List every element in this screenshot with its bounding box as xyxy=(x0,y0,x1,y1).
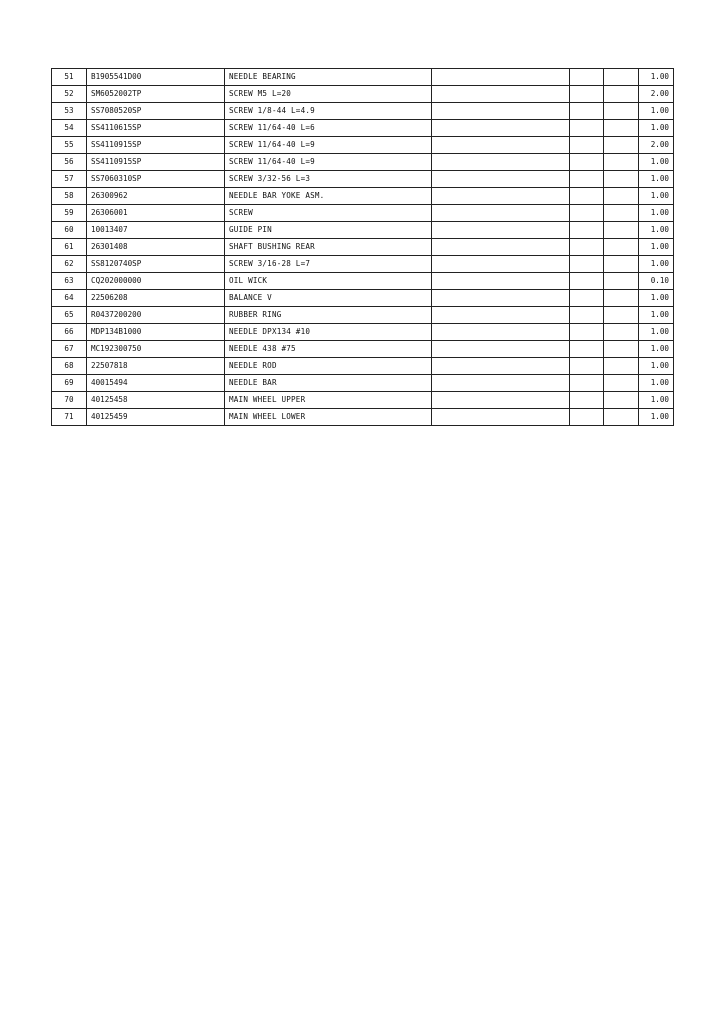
part-description: NEEDLE BAR xyxy=(225,375,432,392)
part-quantity: 1.00 xyxy=(639,120,674,137)
table-row xyxy=(52,290,674,307)
part-quantity: 1.00 xyxy=(639,256,674,273)
empty-cell xyxy=(570,188,604,205)
item-number: 60 xyxy=(52,222,87,239)
table-row xyxy=(52,239,674,256)
part-quantity: 1.00 xyxy=(639,188,674,205)
table-row xyxy=(52,205,674,222)
part-code: CQ202000000 xyxy=(87,273,225,290)
empty-cell xyxy=(570,256,604,273)
empty-cell xyxy=(604,273,639,290)
table-row xyxy=(52,409,674,426)
empty-cell xyxy=(432,171,570,188)
empty-cell xyxy=(570,358,604,375)
empty-cell xyxy=(604,205,639,222)
empty-cell xyxy=(604,392,639,409)
empty-cell xyxy=(604,103,639,120)
empty-cell xyxy=(432,239,570,256)
part-quantity: 1.00 xyxy=(639,290,674,307)
empty-cell xyxy=(604,154,639,171)
part-code: MC192300750 xyxy=(87,341,225,358)
empty-cell xyxy=(604,188,639,205)
empty-cell xyxy=(570,290,604,307)
part-description: SCREW 1/8-44 L=4.9 xyxy=(225,103,432,120)
part-description: SCREW xyxy=(225,205,432,222)
empty-cell xyxy=(604,171,639,188)
empty-cell xyxy=(604,137,639,154)
table-row xyxy=(52,273,674,290)
item-number: 52 xyxy=(52,86,87,103)
table-row xyxy=(52,137,674,154)
empty-cell xyxy=(604,290,639,307)
part-description: OIL WICK xyxy=(225,273,432,290)
empty-cell xyxy=(432,392,570,409)
part-code: SS4110615SP xyxy=(87,120,225,137)
item-number: 68 xyxy=(52,358,87,375)
empty-cell xyxy=(432,375,570,392)
empty-cell xyxy=(570,120,604,137)
part-code: SS7060310SP xyxy=(87,171,225,188)
part-code: 22506208 xyxy=(87,290,225,307)
empty-cell xyxy=(604,358,639,375)
item-number: 69 xyxy=(52,375,87,392)
empty-cell xyxy=(570,103,604,120)
part-quantity: 1.00 xyxy=(639,409,674,426)
part-description: SCREW 3/32-56 L=3 xyxy=(225,171,432,188)
empty-cell xyxy=(570,409,604,426)
item-number: 70 xyxy=(52,392,87,409)
part-description: NEEDLE 438 #75 xyxy=(225,341,432,358)
part-quantity: 1.00 xyxy=(639,69,674,86)
empty-cell xyxy=(432,324,570,341)
part-code: 26301408 xyxy=(87,239,225,256)
part-quantity: 1.00 xyxy=(639,154,674,171)
empty-cell xyxy=(570,86,604,103)
empty-cell xyxy=(570,307,604,324)
part-description: SCREW 11/64-40 L=9 xyxy=(225,137,432,154)
empty-cell xyxy=(432,120,570,137)
table-row xyxy=(52,154,674,171)
table-row xyxy=(52,307,674,324)
part-description: MAIN WHEEL LOWER xyxy=(225,409,432,426)
table-row xyxy=(52,392,674,409)
part-description: SCREW M5 L=20 xyxy=(225,86,432,103)
item-number: 51 xyxy=(52,69,87,86)
part-description: NEEDLE BAR YOKE ASM. xyxy=(225,188,432,205)
empty-cell xyxy=(570,324,604,341)
part-quantity: 1.00 xyxy=(639,392,674,409)
item-number: 62 xyxy=(52,256,87,273)
empty-cell xyxy=(432,222,570,239)
empty-cell xyxy=(570,222,604,239)
empty-cell xyxy=(432,69,570,86)
part-description: RUBBER RING xyxy=(225,307,432,324)
part-code: SS7080520SP xyxy=(87,103,225,120)
empty-cell xyxy=(604,239,639,256)
empty-cell xyxy=(432,154,570,171)
item-number: 61 xyxy=(52,239,87,256)
table-row xyxy=(52,86,674,103)
empty-cell xyxy=(432,273,570,290)
item-number: 56 xyxy=(52,154,87,171)
empty-cell xyxy=(432,137,570,154)
item-number: 58 xyxy=(52,188,87,205)
part-description: SCREW 11/64-40 L=9 xyxy=(225,154,432,171)
part-quantity: 1.00 xyxy=(639,222,674,239)
part-code: 10013407 xyxy=(87,222,225,239)
part-code: 26306001 xyxy=(87,205,225,222)
item-number: 64 xyxy=(52,290,87,307)
part-quantity: 1.00 xyxy=(639,103,674,120)
part-quantity: 1.00 xyxy=(639,307,674,324)
part-code: R0437200200 xyxy=(87,307,225,324)
part-description: SHAFT BUSHING REAR xyxy=(225,239,432,256)
empty-cell xyxy=(604,307,639,324)
part-quantity: 1.00 xyxy=(639,324,674,341)
part-description: NEEDLE BEARING xyxy=(225,69,432,86)
empty-cell xyxy=(570,273,604,290)
item-number: 57 xyxy=(52,171,87,188)
part-code: 26300962 xyxy=(87,188,225,205)
empty-cell xyxy=(604,69,639,86)
item-number: 66 xyxy=(52,324,87,341)
empty-cell xyxy=(432,86,570,103)
item-number: 65 xyxy=(52,307,87,324)
part-description: NEEDLE ROD xyxy=(225,358,432,375)
empty-cell xyxy=(604,409,639,426)
empty-cell xyxy=(604,341,639,358)
parts-table xyxy=(51,68,674,426)
empty-cell xyxy=(570,69,604,86)
part-code: SM6052002TP xyxy=(87,86,225,103)
part-code: MDP134B1000 xyxy=(87,324,225,341)
empty-cell xyxy=(570,137,604,154)
table-row xyxy=(52,120,674,137)
empty-cell xyxy=(432,205,570,222)
empty-cell xyxy=(432,307,570,324)
part-quantity: 1.00 xyxy=(639,375,674,392)
empty-cell xyxy=(604,324,639,341)
empty-cell xyxy=(570,375,604,392)
empty-cell xyxy=(432,358,570,375)
item-number: 54 xyxy=(52,120,87,137)
item-number: 63 xyxy=(52,273,87,290)
part-quantity: 0.10 xyxy=(639,273,674,290)
empty-cell xyxy=(432,103,570,120)
part-description: MAIN WHEEL UPPER xyxy=(225,392,432,409)
part-code: 22507818 xyxy=(87,358,225,375)
table-row xyxy=(52,188,674,205)
part-quantity: 1.00 xyxy=(639,205,674,222)
table-row xyxy=(52,171,674,188)
part-code: 40125459 xyxy=(87,409,225,426)
item-number: 55 xyxy=(52,137,87,154)
part-code: SS4110915SP xyxy=(87,137,225,154)
table-row xyxy=(52,358,674,375)
table-row xyxy=(52,222,674,239)
item-number: 53 xyxy=(52,103,87,120)
table-row xyxy=(52,69,674,86)
item-number: 71 xyxy=(52,409,87,426)
part-quantity: 1.00 xyxy=(639,358,674,375)
empty-cell xyxy=(604,86,639,103)
table-row xyxy=(52,341,674,358)
empty-cell xyxy=(570,154,604,171)
item-number: 59 xyxy=(52,205,87,222)
empty-cell xyxy=(432,290,570,307)
part-description: NEEDLE DPX134 #10 xyxy=(225,324,432,341)
part-quantity: 1.00 xyxy=(639,239,674,256)
table-row xyxy=(52,103,674,120)
part-quantity: 1.00 xyxy=(639,341,674,358)
empty-cell xyxy=(570,171,604,188)
empty-cell xyxy=(432,188,570,205)
part-code: SS4110915SP xyxy=(87,154,225,171)
empty-cell xyxy=(570,341,604,358)
part-code: 40125458 xyxy=(87,392,225,409)
part-description: GUIDE PIN xyxy=(225,222,432,239)
table-row xyxy=(52,256,674,273)
table-row xyxy=(52,324,674,341)
empty-cell xyxy=(604,375,639,392)
empty-cell xyxy=(432,256,570,273)
table-row xyxy=(52,375,674,392)
part-quantity: 2.00 xyxy=(639,137,674,154)
empty-cell xyxy=(604,120,639,137)
part-description: SCREW 3/16-28 L=7 xyxy=(225,256,432,273)
part-description: BALANCE V xyxy=(225,290,432,307)
empty-cell xyxy=(570,392,604,409)
empty-cell xyxy=(570,239,604,256)
part-description: SCREW 11/64-40 L=6 xyxy=(225,120,432,137)
empty-cell xyxy=(604,222,639,239)
part-code: SS8120740SP xyxy=(87,256,225,273)
empty-cell xyxy=(432,409,570,426)
empty-cell xyxy=(570,205,604,222)
parts-table-body xyxy=(52,69,674,426)
part-quantity: 1.00 xyxy=(639,171,674,188)
empty-cell xyxy=(604,256,639,273)
empty-cell xyxy=(432,341,570,358)
part-quantity: 2.00 xyxy=(639,86,674,103)
part-code: 40015494 xyxy=(87,375,225,392)
item-number: 67 xyxy=(52,341,87,358)
part-code: B1905541D00 xyxy=(87,69,225,86)
